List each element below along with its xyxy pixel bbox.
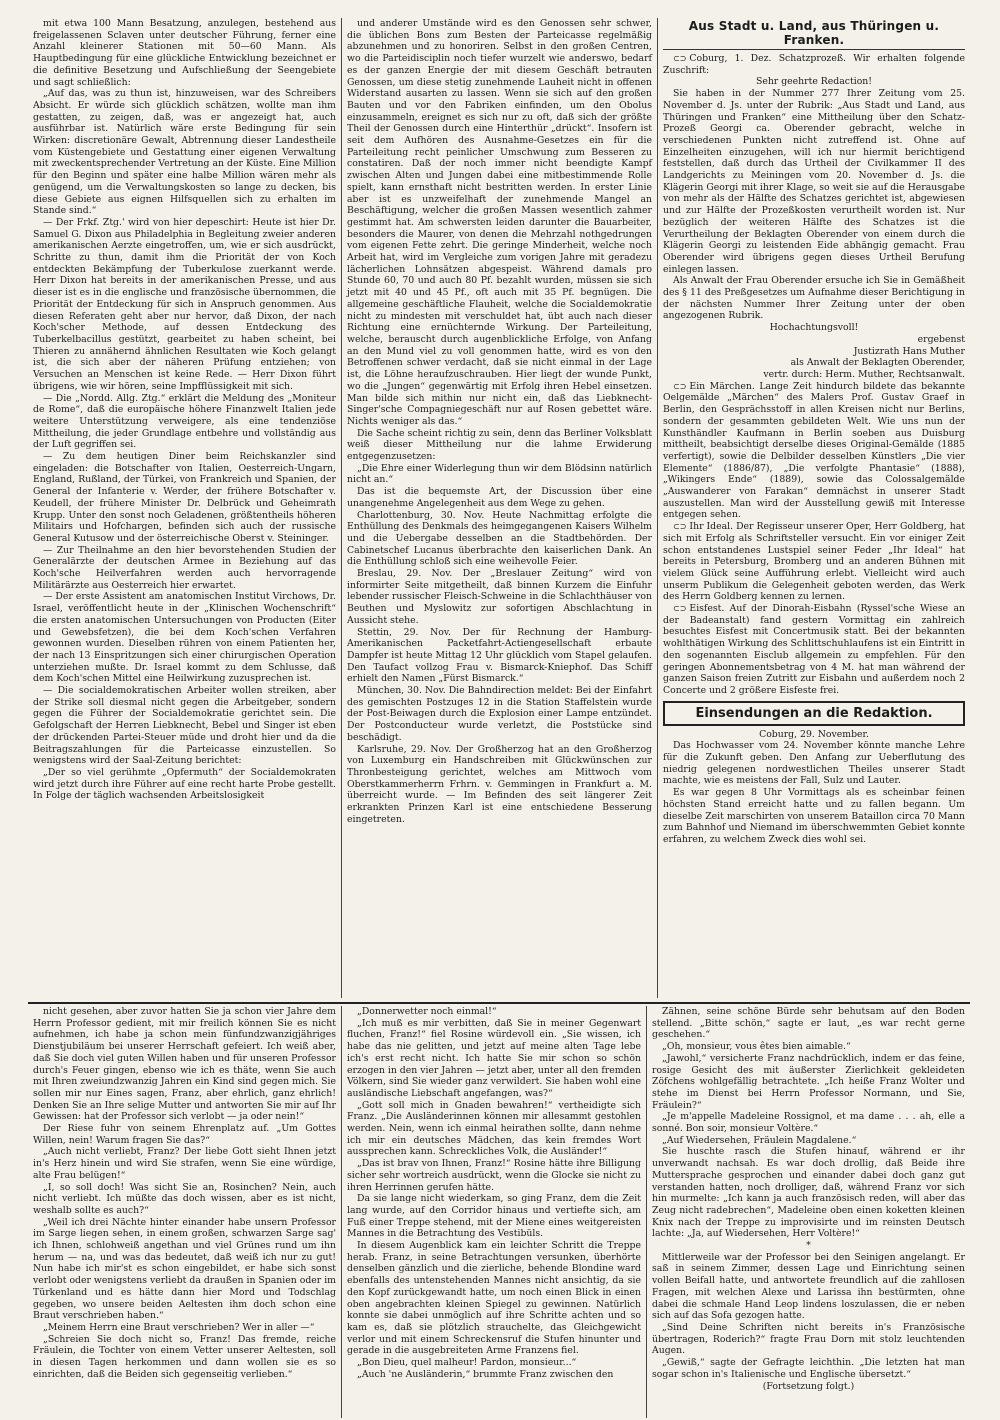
paragraph: Stettin, 29. Nov. Der für Rechnung der Hamburg-Amerikanischen Packetfahrt-Actiengesellschaft erbaute Dampfer ist heute Mittag 12 Uhr glücklich vom Stapel gelaufen. Den Taufact vollzog Frau v. Bismarck-Kniephof. Das Schiff erhielt den Namen „Fürst Bismarck.“: [347, 626, 652, 685]
news-section: [28, 18, 970, 998]
paragraph: Da sie lange nicht wiederkam, so ging Franz, dem die Zeit lang wurde, auf den Corridor hinaus und vertiefte sich, am Fuß einer Treppe stehend, mit der Miene eines weitgereisten Mannes in die Betrachtung des Vestibüls.: [347, 1193, 641, 1240]
paragraph: „Oh, monsieur, vous êtes bien aimable.“: [662, 1041, 851, 1053]
feuilleton-left-text: [33, 1006, 336, 1381]
letter-closing: Hochachtungsvoll!: [769, 322, 859, 334]
letter-body: Sie haben in der Nummer 277 Ihrer Zeitung vom 25. November d. Js. unter der Rubrik: „Aus Stadt und Land, aus Thüringen und Franken“ eine Mittheilung über den Schatz-Prozeß Georgi ca. Oberender gebracht, welche in verschiedenen Punkten nicht zutreffend ist. Ohne auf Einzelheiten einzugehen, will ich nur hiermit berichtigend feststellen, daß durch das Urtheil der Civilkammer II des Landgerichts zu Meiningen vom 20. November d. Js. die Klägerin Georgi mit ihrer Klage, so weit sie auf die Herausgabe von mehr als der Hälfte des Schatzes gerichtet ist, abgewiesen und zur Hälfte der Prozeßkosten verurtheilt worden ist. Nur bezüglich der weiteren Hälfte des Schatzes ist die Verurtheilung der Beklagten Oberender von einem durch die Klägerin Georgi zu leistenden Eide abhängig gemacht. Frau Oberender wird übrigens gegen dieses Urtheil Berufung einlegen lassen.: [663, 88, 965, 275]
paragraph: „Auf das, was zu thun ist, hinzuweisen, war des Schreibers Absicht. Er würde sich glücklich schätzen, wollte man ihm gestatten, zu zeigen, daß, was er angezeigt hat, auch ausführbar ist. Natürlich wäre erste Bedingung für sein Wirken: discretionäre Gewalt, Abtrennung dieser Landestheile vom Küstengebiete und Gestattung einer eigenen Verwaltung mit zweckentsprechender Vertretung an der Küste. Eine Million für den Beginn und später eine halbe Million wären mehr als genügend, um die Verwaltungskosten so lange zu decken, bis diese Gebiete aus eignen Hilfsquellen sich zu erhalten im Stande sind.“: [33, 88, 336, 217]
letter-body-2: Als Anwalt der Frau Oberender ersuche ich Sie in Gemäßheit des § 11 des Preßgesetzes um Aufnahme dieser Berichtigung in der nächsten Nummer Ihrer Zeitung unter der oben angezogenen Rubrik.: [663, 275, 965, 322]
section-bullet-icon: ⊂⊃: [673, 522, 687, 532]
section-bullet-icon: ⊂⊃: [673, 604, 687, 614]
maerchen-article: ⊂⊃ Ein Märchen. Lange Zeit hindurch bildete das bekannte Oelgemälde „Märchen“ des Malers Prof. Gustav Graef in Berlin, den Gesprächsstoff in allen Kreisen nicht nur Berlins, sondern der gesammten gebildeten Welt. Wie uns nun der Kunsthändler Kaufmann in Berlin soeben aus Duisburg mittheilt, beabsichtigt derselbe dieses Original-Gemälde (1885 verfertigt), sowie die Delbilder desselben Künstlers „Die vier Elemente“ (1886/87), „Die verfolgte Phantasie“ (1888), „Wikingers Ende“ (1889), sowie das Colossalgemälde „Auswanderer von Farakan“ demnächst in unserer Stadt auszustellen. Man wird der Ausstellung gewiß mit Interesse entgegen sehen.: [663, 380, 965, 521]
column-right: [658, 18, 970, 998]
paragraph: nicht gesehen, aber zuvor hatten Sie ja schon vier Jahre dem Herrn Professor gedient, mit mir freilich können Sie es nicht aufnehmen, ich habe ja schon mein fünfundzwanzigjähriges Dienstjubiläum bei unserer Herrschaft gefeiert. Ich weiß aber, daß Sie doch viel guten Willen haben und für unseren Professor durch's Feuer gingen, ebenso wie ich es thäte, wenn Sie auch mit Ihren zweiundzwanzig Jahren ein Kind sind gegen mich. Sie sollen mir nur Eines sagen, Franz, aber ehrlich, ganz ehrlich! Denken Sie an Ihre selige Mutter und antworten Sie mir auf Ihr Gewissen: hat der Professor sich verlobt — ja oder nein!“: [33, 1006, 336, 1123]
paragraph: In diesem Augenblick kam ein leichter Schritt die Treppe herab. Franz, in seine Betrachtungen versunken, überhörte denselben gänzlich und die zierliche, behende Blondine ward ebenfalls des untenstehenden Mannes nicht ansichtig, da sie den Kopf zurückgewandt hatte, um noch einen Blick in einen oben angebrachten kleinen Spiegel zu gewinnen. Natürlich konnte sie dabei unmöglich auf ihre Schritte achten und so kam es, daß sie plötzlich strauchelte, das Gleichgewicht verlor und mit einem Schreckensruf die Stufen hinunter und gerade in die ausgebreiteten Arme Franzens fiel.: [347, 1240, 641, 1357]
ideal-article: ⊂⊃ Ihr Ideal. Der Regisseur unserer Oper, Herr Goldberg, hat sich mit Erfolg als Schriftsteller versucht. Ein vor einiger Zeit schon entstandenes Lustspiel seiner Feder „Ihr Ideal“ hat bereits in Petersburg, Bromberg und an anderen Bühnen mit vielem Glück seine Aufführung erlebt. Vielleicht wird auch unserm Publikum die Gelegenheit geboten werden, das Werk des Herrn Goldberg kennen zu lernen.: [663, 521, 965, 603]
paragraph: — Die socialdemokratischen Arbeiter wollen streiken, aber der Strike soll diesmal nicht gegen die Arbeitgeber, sondern gegen die Führer der Socialdemokratie gerichtet sein. Die Gefolgschaft der Herren Liebknecht, Bebel und Singer ist eben der drückenden Partei-Steuer müde und droht hier und da die Beitragszahlungen für die Parteicasse einzustellen. So wenigstens wird der Saal-Zeitung berichtet:: [33, 685, 336, 767]
paragraph: — Die „Nordd. Allg. Ztg.“ erklärt die Meldung des „Moniteur de Rome“, daß die europäische höhere Finanzwelt Italien jede weitere Unterstützung verweigere, als eine tendenziöse Mittheilung, die jeder Grundlage entbehre und vollständig aus der Luft gegriffen sei.: [33, 392, 336, 451]
section-bullet-icon: ⊂⊃: [673, 381, 687, 391]
eisfest-article: ⊂⊃ Eisfest. Auf der Dinorah-Eisbahn (Ryssel'sche Wiese an der Badeanstalt) fand gestern Vormittag ein zahlreich besuchtes Eisfest mit Concertmusik statt. Bei der bekannten wohlthätigen Wirkung des Schlittschuhlaufens ist ein Eintritt in den sogenannten Eisclub allgemein zu empfehlen. Für den geringen Abonnementsbetrag von 4 M. hat man während der ganzen Saison freien Zutritt zur Eisbahn und außerdem noch 2 Concerte und 2 größere Eisfeste frei.: [663, 603, 965, 696]
paragraph: „Das ist brav von Ihnen, Franz!“ Rosine hätte ihre Billigung sicher sehr wortreich ausdrückt, wenn die Glocke sie nicht zu ihren Herrinnen gerufen hätte.: [347, 1158, 641, 1193]
paragraph: „Meinem Herrn eine Braut verschrieben? Wer in aller —“: [43, 1321, 315, 1333]
paragraph: „Auch nicht verliebt, Franz? Der liebe Gott sieht Ihnen jetzt in's Herz hinein und wird Sie strafen, wenn Sie eine würdige, alte Frau belügen!“: [33, 1146, 336, 1181]
paragraph: „I, so soll doch! Was sicht Sie an, Rosinchen? Nein, auch nicht verliebt. Ich müßte das doch wissen, aber es ist nicht, weshalb sollte es auch?“: [33, 1181, 336, 1216]
paragraph: Die Sache scheint richtig zu sein, denn das Berliner Volksblatt weiß dieser Mittheilung nur die lahme Erwiderung entgegenzusetzen:: [347, 427, 652, 463]
paragraph: München, 30. Nov. Die Bahndirection meldet: Bei der Einfahrt des gemischten Postzuges 12 in die Station Staffelstein wurde der Post-Beiwagen durch die Explosion einer Lampe entzündet. Der Postconducteur wurde verletzt, die Poststücke sind beschädigt.: [347, 685, 652, 743]
paragraph: „Ich muß es mir verbitten, daß Sie in meiner Gegenwart fluchen, Franz!“ fiel Rosine würdevoll ein. „Sie wissen, ich habe das nie gelitten, und jetzt auf meine alten Tage lebe ich's erst recht nicht. Ich hatte Sie mir schon so schön erzogen in den vier Jahren — jetzt aber, unter all den fremden Völkern, sind Sie wieder ganz verwildert. Sie haben wohl eine ausländische Liebschaft angefangen, was?“: [347, 1017, 641, 1099]
paragraph: Der Riese fuhr von seinem Ehrenplatz auf. „Um Gottes Willen, nein! Warum fragen Sie das?“: [33, 1123, 336, 1146]
paragraph: Sie huschte rasch die Stufen hinauf, während er ihr unverwandt nachsah. Es war doch drollig, daß Beide ihre Muttersprache gesprochen und einander dabei doch ganz gut verstanden hatten, noch drolliger, daß, während Franz vor sich hin murmelte: „Ich kann ja auch französisch reden, will aber das Zeug nicht radebrechen“, Madeleine oben einen koketten kleinen Knix nach der Treppe zu improvisirte und im reinsten Deutsch lachte: „Ja, auf Wiedersehen, Herr Voltère!“: [652, 1146, 965, 1240]
paragraph: (Fortsetzung folgt.): [762, 1380, 855, 1392]
paragraph: „Sind Deine Schriften nicht bereits in's Französische übertragen, Roderich?“ fragte Frau Dorn mit stolz leuchtenden Augen.: [652, 1321, 965, 1357]
submission-paragraph-1: Das Hochwasser vom 24. November könnte manche Lehre für die Zukunft geben. Den Anfang zur Ueberflutung des niedrig gelegenen nordwestlichen Theiles unserer Stadt machte, wie es meistens der Fall, Sulz und Lauter.: [663, 740, 965, 787]
submissions-heading: Einsendungen an die Redaktion.: [663, 701, 965, 726]
paragraph: „Je m'appelle Madeleine Rossignol, et ma dame . . . ah, elle a sonné. Bon soir, monsieur Voltère.“: [652, 1111, 965, 1135]
paragraph: „Die Ehre einer Widerlegung thun wir dem Blödsinn natürlich nicht an.“: [347, 462, 652, 486]
column-left-text: [33, 18, 336, 802]
feuilleton-column-right: [647, 1006, 970, 1418]
paragraph: Zähnen, seine schöne Bürde sehr behutsam auf den Boden stellend. „Bitte schön,“ sagte er laut, „es war recht gerne geschehen.“: [652, 1006, 965, 1041]
paragraph: mit etwa 100 Mann Besatzung, anzulegen, bestehend aus freigelassenen Sclaven unter deutscher Führung, ferner eine Anzahl kleinerer Stationen mit 50—60 Mann. Als Hauptbedingung für eine glückliche Entwicklung bezeichnet er die definitive Besetzung und Aufschließung der Seengebiete und sagt schließlich:: [33, 18, 336, 88]
paragraph: Das ist die bequemste Art, der Discussion über eine unangenehme Angelegenheit aus dem Wege zu gehen.: [347, 486, 652, 509]
paragraph: — Zu dem heutigen Diner beim Reichskanzler sind eingeladen: die Botschafter von Italien, Oesterreich-Ungarn, England, Rußland, der Türkei, von Frankreich und Spanien, der General der Infanterie v. Werder, der frühere Botschafter v. Keudell, der frühere Minister Dr. Delbrück und Geheimrath Krupp. Unter den sonst noch Geladenen, größtentheils höheren Militairs und Hofchargen, befinden sich auch der russische General Kutusow und der österreichische Oberst v. Steininger.: [33, 451, 336, 544]
feuilleton-right-text: [652, 1006, 965, 1392]
signature-line-3: als Anwalt der Beklagten Oberender,: [790, 357, 965, 369]
salutation: Sehr geehrte Redaction!: [755, 76, 873, 88]
feuilleton-section: [28, 1002, 970, 1418]
paragraph: Breslau, 29. Nov. Der „Breslauer Zeitung“ wird von informirter Seite mitgetheilt, daß binnen Kurzem die Einfuhr lebender russischer Fleisch-Schweine in die Schlachthäuser von Beuthen und Myslowitz zur sofortigen Abschlachtung in Aussicht stehe.: [347, 568, 652, 626]
paragraph: „Schreien Sie doch nicht so, Franz! Das fremde, reiche Fräulein, die Tochter von einem Vetter unserer Aeltesten, soll in diesen Tagen herkommen und dann wollen sie es so einrichten, daß die Beiden sich gegenseitig verlieben.“: [33, 1333, 336, 1380]
paragraph: „Weil ich drei Nächte hinter einander habe unsern Professor im Sarge liegen sehen, in einem großen, schwarzen Sarge sag' ich Ihnen, schlohweiß angethan und viel Grünes rund um ihn herum — na, und was das bedeutet, daß weiß ich nur zu gut! Nun habe ich mir'st es schon eingebildet, er habe sich sonst verlobt oder wenigstens verliebt da draußen in Spanien oder im Türkenland und es hätte dann hier Mord und Todschlag gegeben, wo unsere beiden Aeltesten ihm doch schon eine Braut verschrieben haben.“: [33, 1216, 336, 1322]
paragraph: — Der erste Assistent am anatomischen Institut Virchows, Dr. Israel, veröffentlicht heute in der „Klinischen Wochenschrift“ die ersten anatomischen Untersuchungen von Producten (Eiter und Gewebsfetzen), die bei dem Koch'schen Verfahren gewonnen wurden. Dieselben rühren von einem Patienten her, der nach 13 Einspritzungen sich einer chirurgischen Operation unterziehen mußte. Dr. Israel kommt zu dem Schlusse, daß dem Koch'schen Mittel eine Heilwirkung zuzusprechen ist.: [33, 591, 336, 685]
signature-line-1: ergebenst: [917, 333, 965, 345]
paragraph: Karlsruhe, 29. Nov. Der Großherzog hat an den Großherzog von Luxemburg ein Handschreiben mit Glückwünschen zur Thronbesteigung gerichtet, welches am Mittwoch vom Oberstkammerherrn Frhrn. v. Gemmingen in Frankfurt a. M. überreicht wurde. — Im Befinden des seit längerer Zeit erkrankten Prinzen Karl ist eine entschiedene Besserung eingetreten.: [347, 743, 652, 825]
coburg-lead: ⊂⊃ Coburg, 1. Dez. Schatzprozeß. Wir erhalten folgende Zuschrift:: [663, 53, 965, 76]
paragraph: „Auf Wiedersehen, Fräulein Magdalene.“: [662, 1134, 857, 1146]
signature-line-2: Justizrath Hans Muther: [853, 345, 965, 357]
paragraph: „Gewiß,“ sagte der Gefragte leichthin. „Die letzten hat man sogar schon in's Italienische und Englische übersetzt.“: [652, 1357, 965, 1380]
signature-line-4: vertr. durch: Herm. Muther, Rechtsanwalt.: [763, 368, 965, 380]
submission-dateline: Coburg, 29. November.: [759, 728, 869, 740]
feuilleton-column-left: [28, 1006, 342, 1418]
paragraph: — Der Frkf. Ztg.' wird von hier depeschirt: Heute ist hier Dr. Samuel G. Dixon aus Philadelphia in Begleitung zweier anderen amerikanischen Aerzte eingetroffen, um, wie er sich ausdrückt, Schritte zu thun, damit ihm die Priorität der von Koch entdeckten Bekämpfung der Tuberkulose zuerkannt werde. Herr Dixon hat bereits in der amerikanischen Presse, und aus dieser ist es in die englische und französische übernommen, die Priorität der Entdeckung für sich in Anspruch genommen. Aus diesen Referaten geht aber nur hervor, daß Dixon, der nach Koch'scher Methode, auf dessen Entdeckung des Tuberkelbacillus gestützt, gearbeitet zu haben scheint, bei Thieren zu annähernd ähnlichen Resultaten wie Koch gelangt ist, die sich aber der näheren Prüfung entziehen; von Versuchen an Menschen ist keine Rede. — Herr Dixon führt übrigens, wie wir hören, seine Impfflüssigkeit mit sich.: [33, 216, 336, 392]
feuilleton-middle-text: [347, 1006, 641, 1381]
paragraph: „Auch 'ne Ausländerin,“ brummte Franz zwischen den: [357, 1368, 614, 1380]
section-bullet-icon: ⊂⊃: [673, 54, 687, 63]
local-news-heading: Aus Stadt u. Land, aus Thüringen u. Franken.: [663, 18, 965, 50]
paragraph: Mittlerweile war der Professor bei den Seinigen angelangt. Er saß in seinem Zimmer, dessen Lage und Einrichtung seinen vollen Beifall hatte, und antwortete freundlich auf die zahllosen Fragen, mit welchen Alexe und Larissa ihn bestürmten, ohne dabei die schmale Hand Leop lindens loszulassen, die er neben sich auf das Sofa gezogen hatte.: [652, 1251, 965, 1322]
feuilleton-column-middle: [342, 1006, 647, 1418]
paragraph: „Donnerwetter noch einmal!“: [357, 1006, 497, 1017]
paragraph: Charlottenburg, 30. Nov. Heute Nachmittag erfolgte die Enthüllung des Denkmals des heimgegangenen Kaisers Wilhelm und die Uebergabe desselben an die Stadtbehörden. Der Cabinetschef Lucanus überbrachte den kaiserlichen Dank. An die Enthüllung schloß sich eine weihevolle Feier.: [347, 509, 652, 568]
column-middle-text: [347, 18, 652, 826]
paragraph: „Gott soll mich in Gnaden bewahren!“ vertheidigte sich Franz. „Die Ausländerinnen können mir allesammt gestohlen werden. Nein, wenn ich einmal heirathen sollte, dann nehme ich mir ein deutsches Mädchen, das kein fremdes Wort aussprechen kann. Schreckliches Volk, die Ausländer!“: [347, 1099, 641, 1158]
paragraph: „Jawohl,“ versicherte Franz nachdrücklich, indem er das feine, rosige Gesicht des mit äußerster Zierlichkeit gekleideten Zöfchens wohlgefällig betrachtete. „Ich heiße Franz Wolter und stehe im Dienst bei Herrn Professor Normann, und Sie, Fräulein?“: [652, 1052, 965, 1111]
paragraph: „Der so viel gerühmte „Opfermuth“ der Socialdemokraten wird jetzt durch ihre Führer auf eine recht harte Probe gestellt. In Folge der täglich wachsenden Arbeitslosigkeit: [33, 767, 336, 802]
paragraph: *: [806, 1240, 811, 1252]
submission-paragraph-2: Es war gegen 8 Uhr Vormittags als es scheinbar feinen höchsten Stand erreicht hatte und zu fallen begann. Um dieselbe Zeit marschirten von unserem Bataillon circa 70 Mann zum Bahnhof und Niemand im überschwemmten Gebiet konnte erfahren, zu welchem Zweck dies wohl sei.: [663, 787, 965, 845]
column-left: [28, 18, 342, 998]
column-middle: [342, 18, 658, 998]
paragraph: und anderer Umstände wird es den Genossen sehr schwer, die üblichen Bons zum Besten der Parteicasse regelmäßig abzunehmen und zu honoriren. Selbst in den großen Centren, wo die Parteidisciplin noch tiefer wurzelt wie anderswo, bedarf es der ganzen Energie der mit diesem Geschäft betrauten Genossen, um diese stetig zunehmende Lauheit nicht in offenen Widerstand ausarten zu lassen. Wenn sie sich auf den großen Bauten und vor den Fabriken einfinden, um den Obolus einzusammeln, ereignet es sich nur zu oft, daß sich der größte Theil der Genossen durch eine Hinterthür „drückt“. Insofern ist seit dem Aufhören des Ausnahme-Gesetzes ein für die Parteileitung recht peinlicher Umschwung zum Besseren zu constatiren. Daß der noch immer nicht beendigte Kampf zwischen Alten und Jungen dabei eine mitbestimmende Rolle spielt, kann ernsthaft nicht bestritten werden. In erster Linie aber ist es unzweifelhaft der zunehmende Mangel an Beschäftigung, welcher die großen Massen wesentlich zahmer gestimmt hat. Am schwersten leiden darunter die Bauarbeiter, besonders die Maurer, von denen die Mehrzahl nothgedrungen vom eigenen Fette zehrt. Die geringe Minderheit, welche noch Arbeit hat, wird im Vergleiche zum vorigen Jahre mit geradezu lächerlichen Lohnsätzen abgespeist. Während damals pro Stunde 60, 70 und auch 80 Pf. bezahlt wurden, müssen sie sich jetzt mit 40 und 45 Pf., oft auch mit 35 Pf. begnügen. Die allgemeine geschäftliche Flauheit, welche die Socialdemokratie nicht zu mindesten mit verschuldet hat, übt auch nach dieser Richtung eine ernüchternde Wirkung. Der Parteileitung, welche, berauscht durch augenblickliche Erfolge, von Anfang an den Mund viel zu voll genommen hatte, wird es von den Betroffenen schwer verdacht, daß sie nicht einmal in der Lage ist, die Löhne heraufzuschrauben. Hier liegt der wunde Punkt, wo die „Jungen“ gegenwärtig mit Erfolg ihren Hebel einsetzen. Man bilde sich mithin nur nicht ein, daß das Liebknecht-Singer'sche Compagniegeschäft nur auf Rosen gebettet wäre. Nichts weniger als das.“: [347, 18, 652, 427]
paragraph: „Bon Dieu, quel malheur! Pardon, monsieur...“: [357, 1357, 577, 1369]
paragraph: — Zur Theilnahme an den hier bevorstehenden Studien der Generalärzte der deutschen Armee in Beziehung auf das Koch'sche Heilverfahren werden auch hervorragende Militärärzte aus Oesterreich hier erwartet.: [33, 544, 336, 591]
